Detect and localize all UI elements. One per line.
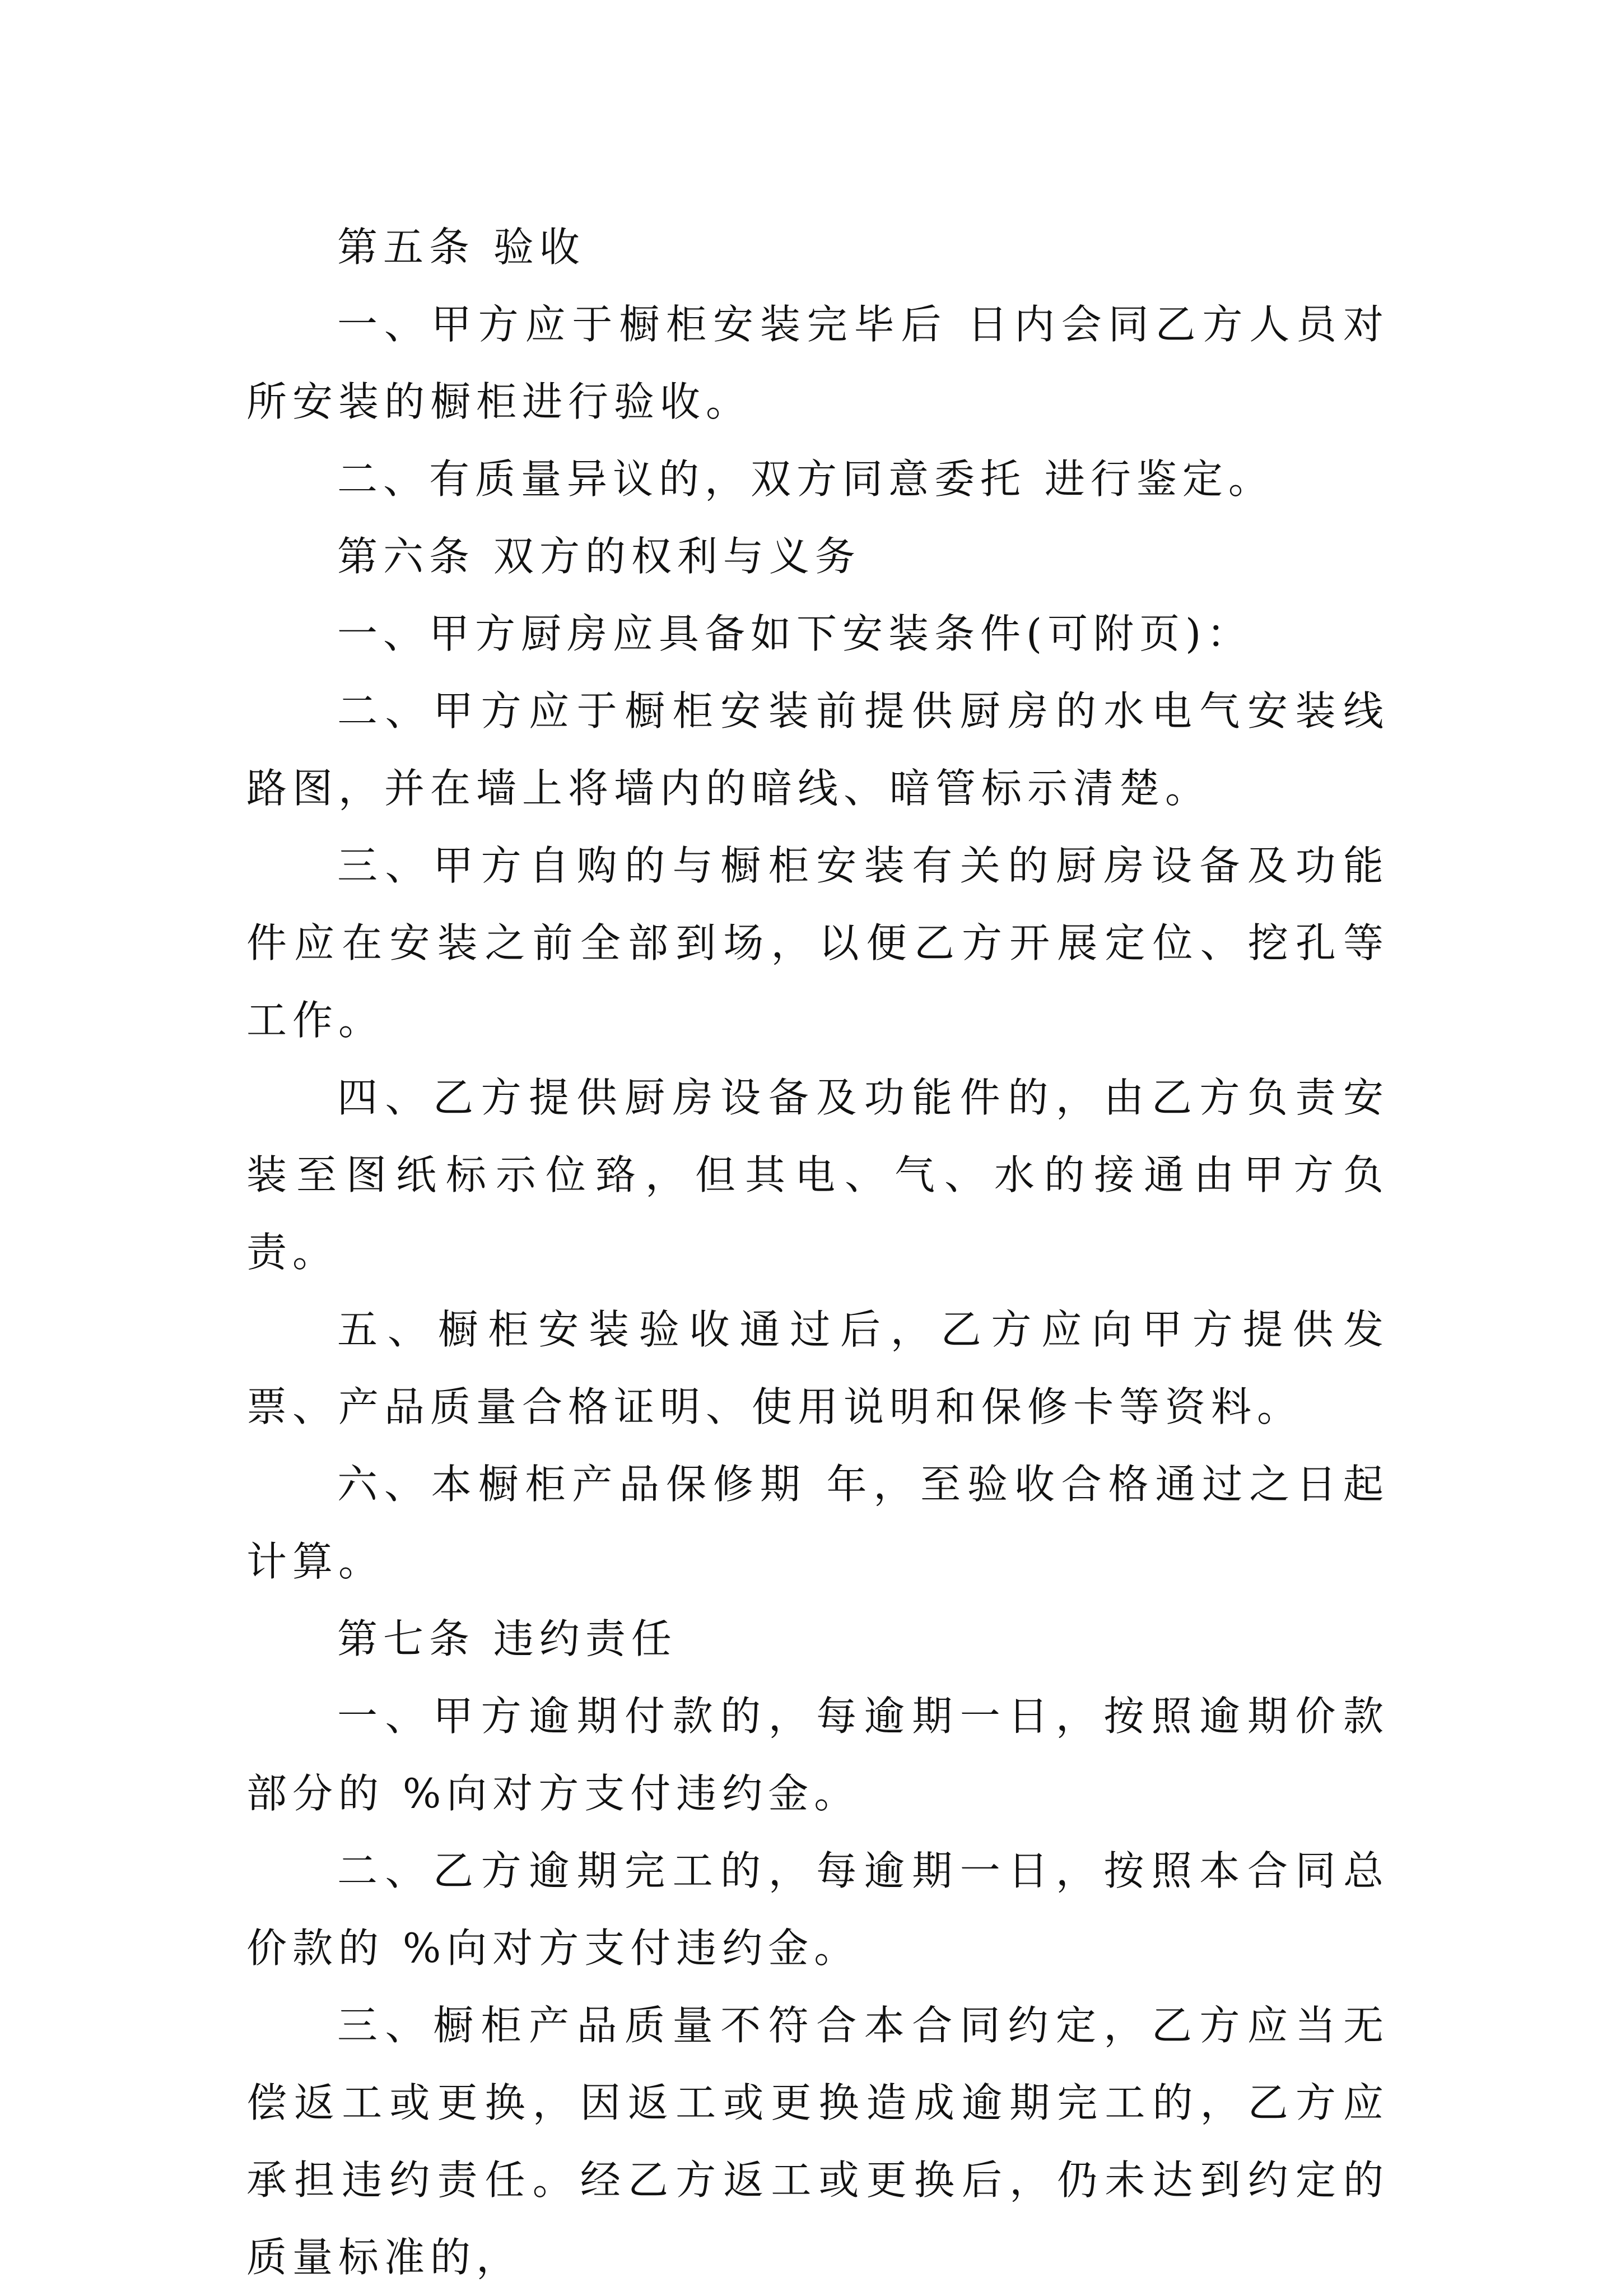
article-6-clause-2: 二、甲方应于橱柜安装前提供厨房的水电气安装线路图，并在墙上将墙内的暗线、暗管标示清楚。 <box>246 687 1389 812</box>
article-6-heading: 第六条 双方的权利与义务 <box>337 533 861 580</box>
article-7-clause-3: 三、橱柜产品质量不符合本合同约定，乙方应当无偿返工或更换，因返工或更换造成逾期完工的，乙方应承担违约责任。经乙方返工或更换后，仍未达到约定的质量标准的， <box>246 2002 1389 2281</box>
article-7-heading: 第七条 违约责任 <box>337 1615 677 1662</box>
article-7-clause-1: 一、甲方逾期付款的，每逾期一日，按照逾期价款部分的 %向对方支付违约金。 <box>246 1693 1389 1817</box>
article-5-heading: 第五条 验收 <box>337 224 585 271</box>
article-6-clause-5: 五、橱柜安装验收通过后，乙方应向甲方提供发票、产品质量合格证明、使用说明和保修卡等资料。 <box>246 1306 1389 1430</box>
document-body <box>246 208 1389 2296</box>
article-6-clause-6: 六、本橱柜产品保修期 年，至验收合格通过之日起计算。 <box>246 1461 1389 1585</box>
article-5-clause-2: 二、有质量异议的，双方同意委托 进行鉴定。 <box>337 456 1274 503</box>
article-6-clause-3: 三、甲方自购的与橱柜安装有关的厨房设备及功能件应在安装之前全部到场，以便乙方开展定位、挖孔等工作。 <box>246 842 1389 1044</box>
article-5-clause-1: 一、甲方应于橱柜安装完毕后 日内会同乙方人员对所安装的橱柜进行验收。 <box>246 301 1389 425</box>
article-6-clause-1: 一、甲方厨房应具备如下安装条件(可附页)： <box>337 610 1253 657</box>
article-7-clause-2: 二、乙方逾期完工的，每逾期一日，按照本合同总价款的 %向对方支付违约金。 <box>246 1847 1389 1972</box>
article-6-clause-4: 四、乙方提供厨房设备及功能件的，由乙方负责安装至图纸标示位臵，但其电、气、水的接通由甲方负责。 <box>246 1074 1389 1276</box>
